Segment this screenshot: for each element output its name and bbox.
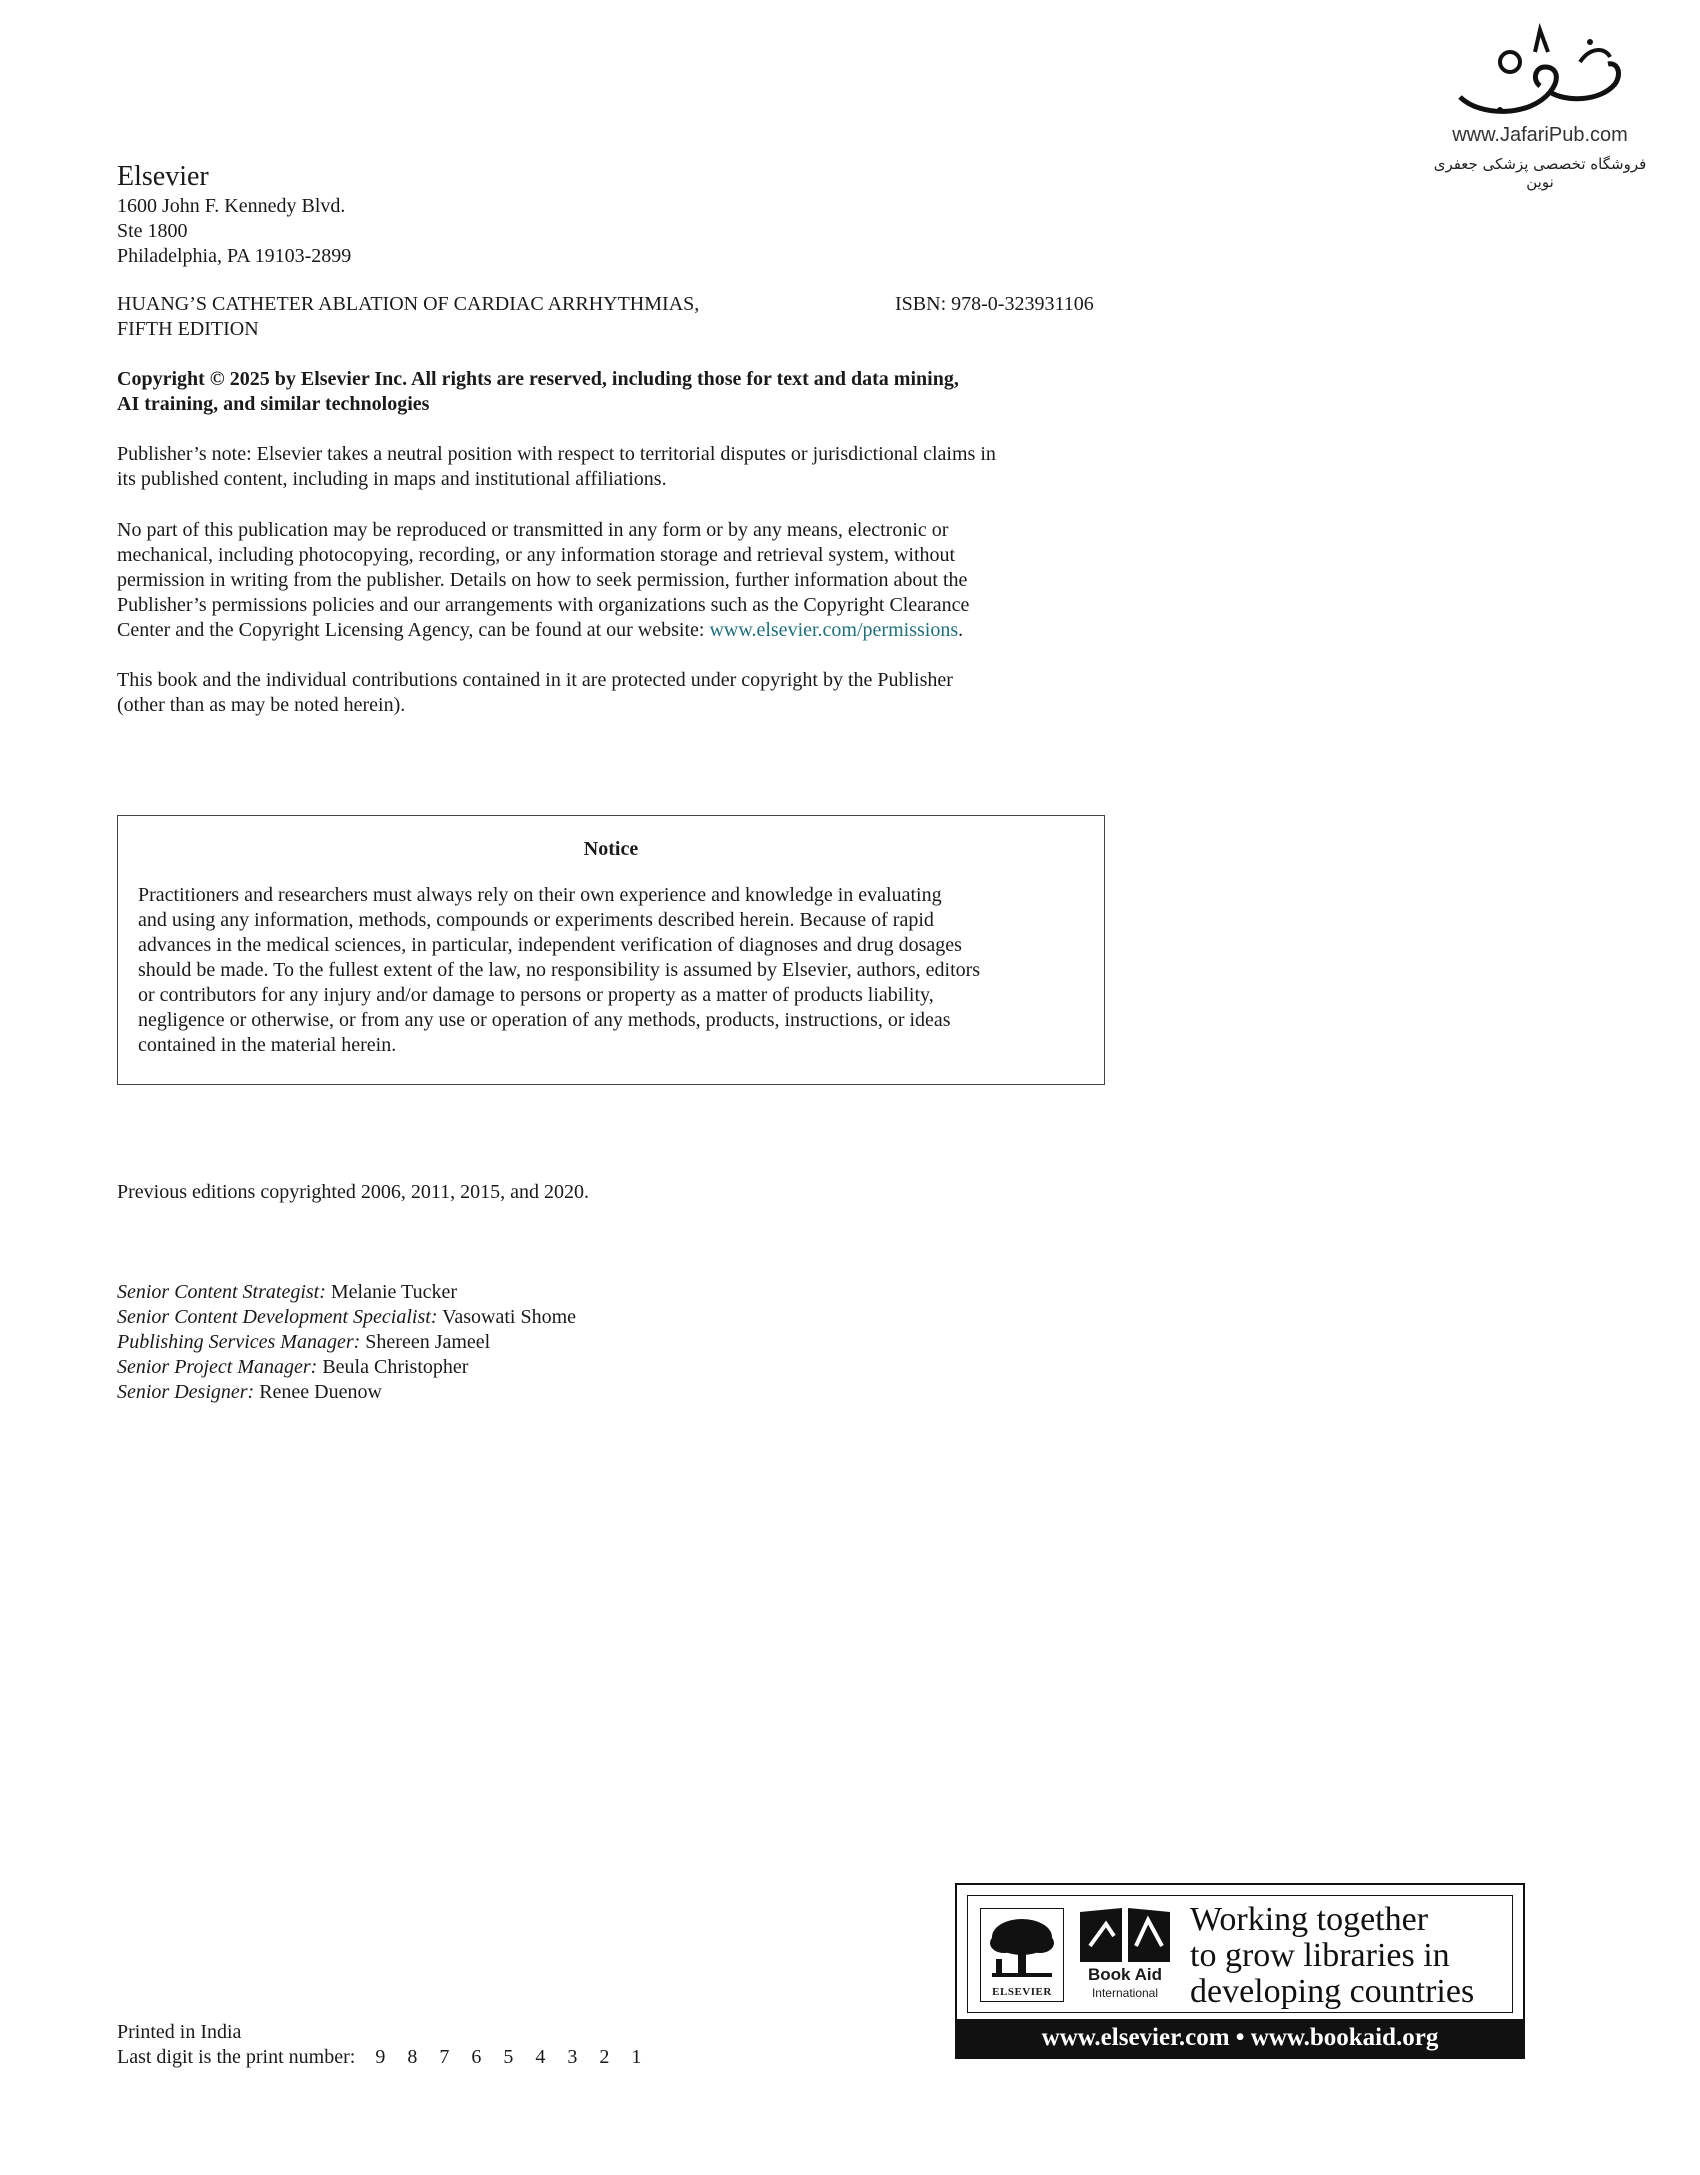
publisher-note-line: its published content, including in maps and institutional affiliations. — [117, 468, 667, 490]
notice-line: advances in the medical sciences, in particular, independent verification of diagnoses and drug dosages — [138, 934, 962, 956]
permissions-line: Publisher’s permissions policies and our arrangements with organizations such as the Copyright Clearance — [117, 594, 970, 616]
credit-role: Publishing Services Manager: — [117, 1331, 361, 1353]
print-number-line — [117, 2045, 663, 2070]
watermark-persian-text: فروشگاه تخصصی پزشکی جعفری نوین — [1433, 155, 1647, 191]
notice-box — [117, 815, 1105, 1085]
notice-body — [138, 883, 1084, 1058]
book-title-line: HUANG’S CATHETER ABLATION OF CARDIAC ARRHYTHMIAS, — [117, 293, 700, 315]
credit-person: Renee Duenow — [254, 1381, 382, 1403]
notice-line: and using any information, methods, compounds or experiments described herein. Because of rapid — [138, 909, 934, 931]
book-title — [117, 292, 817, 342]
credit-person: Shereen Jameel — [360, 1331, 491, 1353]
publisher-note-line: Publisher’s note: Elsevier takes a neutral position with respect to territorial disputes or jurisdictional claims in — [117, 443, 996, 465]
bookaid-book-icon — [1076, 1906, 1174, 1964]
print-digit: 7 — [439, 2046, 450, 2068]
address-line: 1600 John F. Kennedy Blvd. — [117, 195, 346, 217]
credit-line — [117, 1330, 576, 1355]
publisher-name: Elsevier — [117, 161, 209, 192]
credit-role: Senior Content Development Specialist: — [117, 1306, 438, 1328]
permissions-line: No part of this publication may be reproduced or transmitted in any form or by any means, electronic or — [117, 519, 949, 541]
credit-role: Senior Content Strategist: — [117, 1281, 326, 1303]
copyright-statement — [117, 367, 1117, 417]
credit-role: Senior Project Manager: — [117, 1356, 318, 1378]
elsevier-logo-label: ELSEVIER — [992, 1986, 1052, 1998]
isbn: ISBN: 978-0-323931106 — [895, 293, 1094, 315]
credit-role: Senior Designer: — [117, 1381, 255, 1403]
book-title-line: FIFTH EDITION — [117, 318, 259, 340]
print-digit: 9 — [375, 2046, 386, 2068]
protection-line: This book and the individual contributions contained in it are protected under copyright by the Publisher — [117, 669, 953, 691]
ad-content — [967, 1895, 1513, 2013]
credit-line — [117, 1305, 576, 1330]
permissions-line — [117, 618, 1117, 643]
watermark-url: www.JafariPub.com — [1452, 124, 1628, 146]
print-digit: 6 — [471, 2046, 482, 2068]
print-digit: 5 — [503, 2046, 514, 2068]
permissions-paragraph — [117, 518, 1117, 643]
previous-editions: Previous editions copyrighted 2006, 2011, 2015, and 2020. — [117, 1181, 589, 1203]
print-number-digits — [375, 2046, 663, 2068]
credit-line — [117, 1380, 576, 1405]
elsevier-tree-icon — [982, 1913, 1062, 1983]
jafaripub-logo-icon — [1440, 22, 1640, 122]
print-digit: 8 — [407, 2046, 418, 2068]
permissions-line-text: Center and the Copyright Licensing Agency, can be found at our website: — [117, 619, 710, 641]
notice-line: or contributors for any injury and/or damage to persons or property as a matter of products liability, — [138, 984, 934, 1006]
publisher-note — [117, 442, 1117, 492]
copyright-line: Copyright © 2025 by Elsevier Inc. All rights are reserved, including those for text and data mining, — [117, 368, 959, 390]
permissions-link[interactable]: www.elsevier.com/permissions — [709, 619, 959, 641]
ad-tagline-line: developing countries — [1190, 1973, 1475, 2010]
address-line: Philadelphia, PA 19103-2899 — [117, 245, 352, 267]
credit-person: Melanie Tucker — [325, 1281, 457, 1303]
bookaid-logo — [1076, 1906, 1174, 2006]
print-digit: 2 — [599, 2046, 610, 2068]
notice-line: contained in the material herein. — [138, 1034, 397, 1056]
ad-tagline-line: Working together — [1190, 1901, 1429, 1938]
permissions-line: mechanical, including photocopying, recording, or any information storage and retrieval system, without — [117, 544, 956, 566]
protection-line: (other than as may be noted herein). — [117, 694, 406, 716]
ad-tagline — [1190, 1902, 1510, 2010]
printed-in: Printed in India — [117, 2021, 242, 2043]
address-line: Ste 1800 — [117, 220, 188, 242]
credit-person: Vasowati Shome — [437, 1306, 576, 1328]
book-aid-advertisement — [955, 1883, 1525, 2059]
credit-line — [117, 1280, 576, 1305]
copyright-line: AI training, and similar technologies — [117, 393, 430, 415]
credit-person: Beula Christopher — [317, 1356, 469, 1378]
notice-line: Practitioners and researchers must always rely on their own experience and knowledge in evaluating — [138, 884, 942, 906]
publisher-address — [117, 160, 351, 269]
ad-tagline-line: to grow libraries in — [1190, 1937, 1450, 1974]
print-digit: 1 — [631, 2046, 642, 2068]
production-credits — [117, 1280, 576, 1405]
copyright-protection-paragraph — [117, 668, 1117, 718]
credit-line — [117, 1355, 576, 1380]
ad-footer-urls: www.elsevier.com • www.bookaid.org — [957, 2019, 1523, 2057]
printing-info — [117, 2020, 663, 2070]
notice-line: negligence or otherwise, or from any use or operation of any methods, products, instructions, or ideas — [138, 1009, 951, 1031]
notice-title: Notice — [583, 838, 639, 860]
print-digit: 4 — [535, 2046, 546, 2068]
permissions-line-end: . — [958, 619, 964, 641]
permissions-line: permission in writing from the publisher. Details on how to seek permission, further information about the — [117, 569, 968, 591]
print-digit: 3 — [567, 2046, 578, 2068]
bookaid-name: Book Aid — [1088, 1965, 1162, 1984]
print-number-label: Last digit is the print number: — [117, 2046, 356, 2068]
notice-line: should be made. To the fullest extent of the law, no responsibility is assumed by Elsevier, authors, editors — [138, 959, 981, 981]
bookaid-subtitle: International — [1091, 1986, 1159, 2000]
jafaripub-watermark — [1420, 22, 1660, 191]
elsevier-logo — [980, 1908, 1064, 2002]
